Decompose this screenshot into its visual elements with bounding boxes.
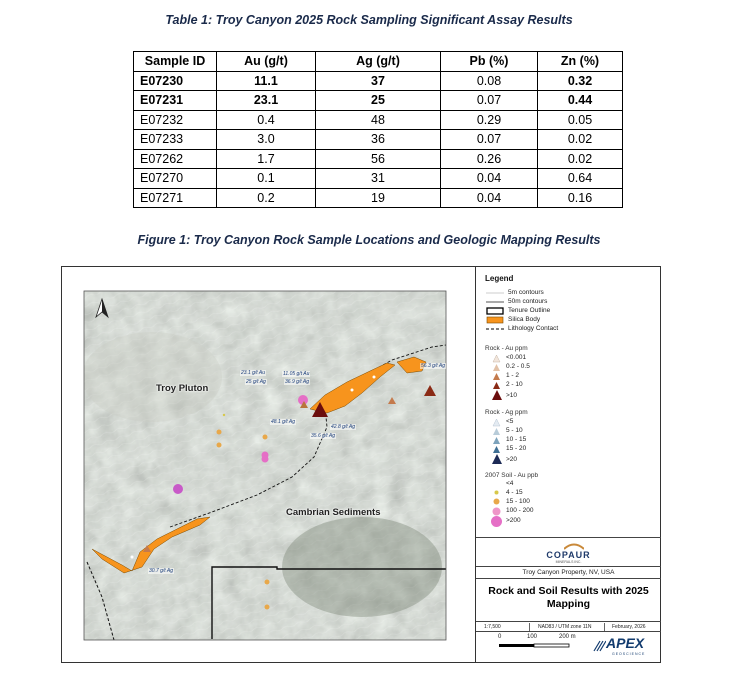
title-block-divider xyxy=(476,621,661,622)
cell-sample-id: E07233 xyxy=(134,130,217,150)
cell-sample-id: E07231 xyxy=(134,91,217,111)
legend-item-label: <0.001 xyxy=(506,354,527,361)
lithology-contact-icon xyxy=(486,326,504,332)
cell-ag: 37 xyxy=(316,71,441,91)
table-row xyxy=(134,169,623,189)
annotation-label: 56.3 g/t Ag xyxy=(421,363,445,369)
cell-zn: 0.32 xyxy=(538,71,623,91)
cell-au: 0.1 xyxy=(217,169,316,189)
circle-icon xyxy=(492,497,501,506)
annotation-label: 23.1 g/t Au xyxy=(241,370,265,376)
rock-sample-low xyxy=(351,389,354,392)
soil-sample xyxy=(217,430,222,435)
cell-ag: 48 xyxy=(316,110,441,130)
legend-item-label: 2 - 10 xyxy=(506,381,523,388)
map-date: February, 2026 xyxy=(612,624,646,630)
cell-pb: 0.07 xyxy=(441,91,538,111)
annotation-label: 30.7 g/t Ag xyxy=(149,568,173,574)
map-canvas xyxy=(62,267,475,662)
figure-title: Figure 1: Troy Canyon Rock Sample Locations and Geologic Mapping Results xyxy=(137,233,601,247)
table-row xyxy=(134,91,623,111)
col-header-zn: Zn (%) xyxy=(538,52,623,72)
col-header-pb: Pb (%) xyxy=(441,52,538,72)
title-block-divider xyxy=(476,631,661,632)
legend-item-label: 1 - 2 xyxy=(506,372,520,379)
cell-sample-id: E07262 xyxy=(134,149,217,169)
table-row xyxy=(134,188,623,208)
cell-zn: 0.02 xyxy=(538,130,623,150)
cell-pb: 0.08 xyxy=(441,71,538,91)
triangle-icon xyxy=(492,363,501,372)
cell-au: 3.0 xyxy=(217,130,316,150)
legend-item-label: 15 - 100 xyxy=(506,498,530,505)
contour-5m-icon xyxy=(486,290,504,296)
title-block-divider xyxy=(476,537,661,538)
table-title: Table 1: Troy Canyon 2025 Rock Sampling Significant Assay Results xyxy=(165,13,573,27)
legend-item-label: 15 - 20 xyxy=(506,445,527,452)
triangle-icon xyxy=(491,389,503,401)
cell-sample-id: E07271 xyxy=(134,188,217,208)
triangle-icon xyxy=(492,436,501,445)
col-header-ag: Ag (g/t) xyxy=(316,52,441,72)
cell-ag: 19 xyxy=(316,188,441,208)
cell-pb: 0.26 xyxy=(441,149,538,169)
title-block-divider xyxy=(529,623,530,631)
legend-item-label: 10 - 15 xyxy=(506,436,527,443)
cell-au: 11.1 xyxy=(217,71,316,91)
silica-body-icon xyxy=(486,316,504,324)
rock-sample-low xyxy=(373,376,376,379)
dark-slope xyxy=(282,517,442,617)
triangle-icon xyxy=(492,418,501,427)
apex-logo-icon xyxy=(592,639,606,653)
cell-pb: 0.29 xyxy=(441,110,538,130)
legend-line-label: Tenure Outline xyxy=(508,307,551,314)
soil-sample xyxy=(217,443,222,448)
table-row xyxy=(134,110,623,130)
cell-ag: 36 xyxy=(316,130,441,150)
scale-tick-label: 100 xyxy=(527,634,538,640)
soil-sample xyxy=(265,580,270,585)
legend-line-label: 50m contours xyxy=(508,298,548,305)
legend-item-label: 4 - 15 xyxy=(506,489,523,496)
legend-item-label: <4 xyxy=(506,480,514,487)
cell-zn: 0.16 xyxy=(538,188,623,208)
cell-pb: 0.04 xyxy=(441,188,538,208)
legend-item-label: >20 xyxy=(506,456,518,463)
legend-rock-au-title: Rock - Au ppm xyxy=(485,345,528,352)
soil-sample xyxy=(263,435,268,440)
copaur-logo-icon xyxy=(564,542,584,550)
cell-zn: 0.05 xyxy=(538,110,623,130)
cell-au: 1.7 xyxy=(217,149,316,169)
soil-sample xyxy=(262,456,269,463)
table-row xyxy=(134,71,623,91)
tenure-outline-icon xyxy=(486,307,504,315)
soil-sample xyxy=(223,414,225,416)
map-figure xyxy=(61,266,661,663)
annotation-label: 36.9 g/t Ag xyxy=(285,379,309,385)
rock-sample-low xyxy=(131,556,134,559)
legend-line-label: 5m contours xyxy=(508,289,544,296)
circle-icon xyxy=(490,515,503,528)
company-name: COPAUR xyxy=(546,550,591,560)
consultant-name: APEX xyxy=(606,635,645,651)
light-slope xyxy=(82,332,222,422)
legend-panel xyxy=(475,267,661,662)
map-scale: 1:7,500 xyxy=(484,624,501,630)
scale-bar xyxy=(498,643,580,649)
cell-ag: 31 xyxy=(316,169,441,189)
triangle-icon xyxy=(492,372,501,381)
cell-au: 0.2 xyxy=(217,188,316,208)
cell-ag: 56 xyxy=(316,149,441,169)
triangle-icon xyxy=(492,427,501,436)
cell-sample-id: E07230 xyxy=(134,71,217,91)
map-label-pluton: Troy Pluton xyxy=(156,383,209,394)
cell-sample-id: E07232 xyxy=(134,110,217,130)
table-row xyxy=(134,149,623,169)
legend-line-label: Silica Body xyxy=(508,316,541,323)
soil-sample xyxy=(173,484,183,494)
title-block-divider xyxy=(476,578,661,579)
cell-sample-id: E07270 xyxy=(134,169,217,189)
table-header-row xyxy=(134,52,623,72)
table-row xyxy=(134,130,623,150)
map-label-sediments: Cambrian Sediments xyxy=(286,507,381,518)
legend-title: Legend xyxy=(485,274,514,283)
cell-zn: 0.44 xyxy=(538,91,623,111)
legend-soil-title: 2007 Soil - Au ppb xyxy=(485,472,539,479)
map-projection: NAD83 / UTM zone 11N xyxy=(538,624,592,630)
map-title: Rock and Soil Results with 2025 Mapping xyxy=(488,585,649,610)
col-header-sample-id: Sample ID xyxy=(134,52,217,72)
legend-item-label: 5 - 10 xyxy=(506,427,523,434)
cell-au: 0.4 xyxy=(217,110,316,130)
scale-tick-label: 0 xyxy=(498,634,502,640)
title-block-divider xyxy=(476,566,661,567)
col-header-au: Au (g/t) xyxy=(217,52,316,72)
annotation-label: 35.6 g/t Ag xyxy=(311,433,335,439)
legend-item-label: >10 xyxy=(506,392,518,399)
cell-zn: 0.02 xyxy=(538,149,623,169)
legend-item-label: <5 xyxy=(506,418,514,425)
cell-pb: 0.04 xyxy=(441,169,538,189)
assay-table xyxy=(133,51,623,208)
legend-item-label: 0.2 - 0.5 xyxy=(506,363,530,370)
cell-zn: 0.64 xyxy=(538,169,623,189)
legend-item-label: 100 - 200 xyxy=(506,507,534,514)
cell-au: 23.1 xyxy=(217,91,316,111)
triangle-icon xyxy=(491,453,503,465)
title-block-divider xyxy=(604,623,605,631)
cell-pb: 0.07 xyxy=(441,130,538,150)
annotation-label: 11.05 g/t Au xyxy=(283,371,310,377)
annotation-label: 48.1 g/t Ag xyxy=(271,419,295,425)
contour-50m-icon xyxy=(486,299,504,305)
annotation-label: 42.8 g/t Ag xyxy=(331,424,355,430)
circle-icon xyxy=(493,489,500,496)
property-name: Troy Canyon Property, NV, USA xyxy=(522,569,615,576)
legend-item-label: >200 xyxy=(506,517,521,524)
annotation-label: 25 g/t Ag xyxy=(246,379,266,385)
triangle-icon xyxy=(492,354,501,363)
consultant-subtitle: GEOSCIENCE xyxy=(612,652,646,656)
soil-sample xyxy=(265,605,270,610)
cell-ag: 25 xyxy=(316,91,441,111)
legend-rock-ag-title: Rock - Ag ppm xyxy=(485,409,528,416)
company-subtitle: MINERALS INC. xyxy=(555,560,582,564)
scale-tick-label: 200 m xyxy=(559,634,576,640)
legend-line-label: Lithology Contact xyxy=(508,325,559,332)
